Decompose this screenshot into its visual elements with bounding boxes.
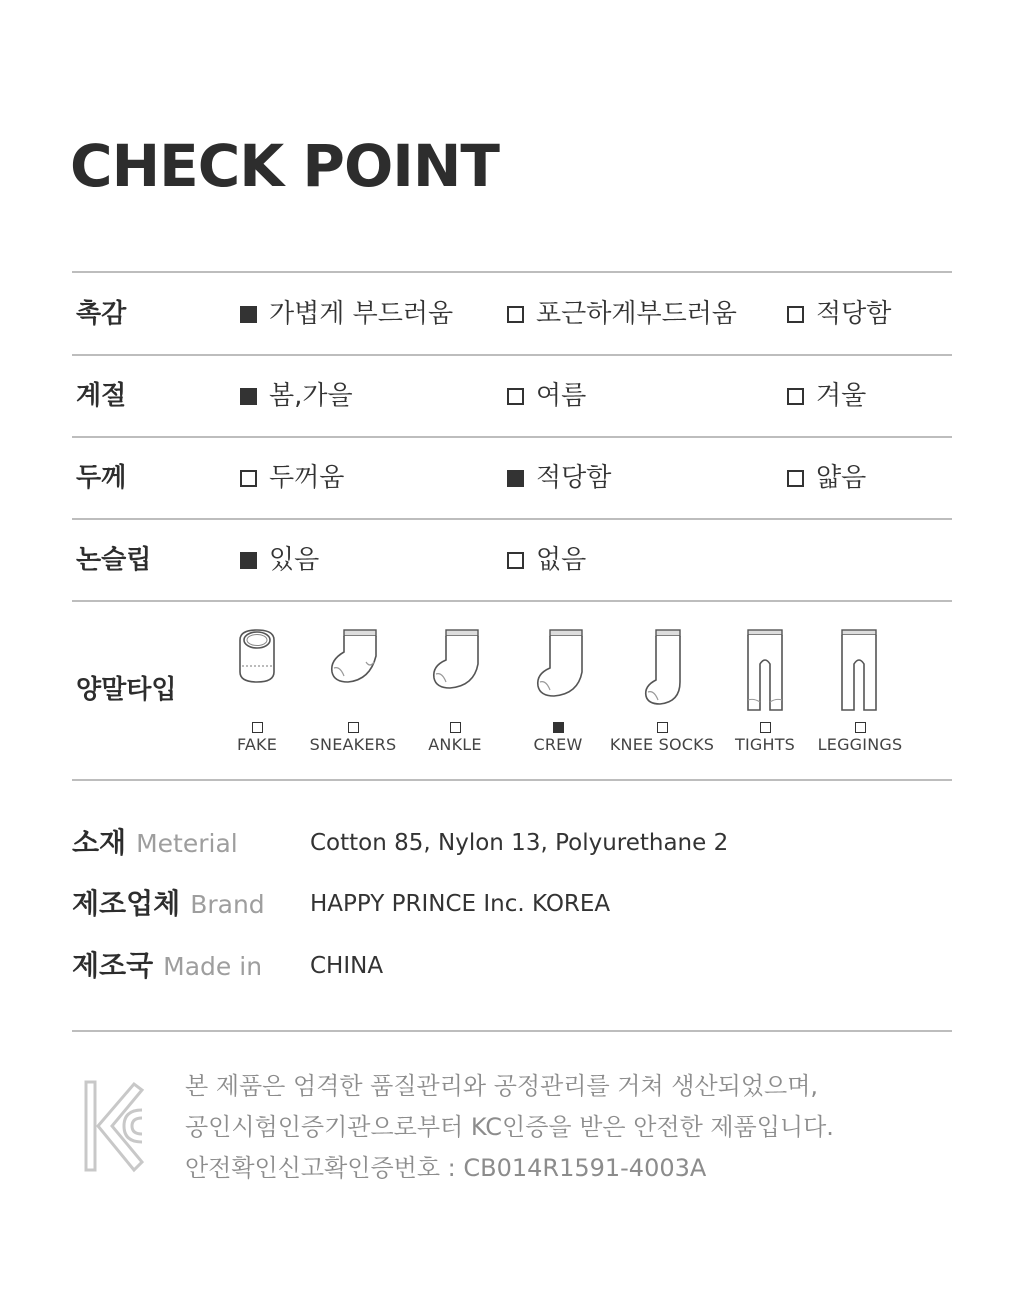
divider (72, 600, 952, 602)
sock-type-label: FAKE (236, 735, 278, 754)
option-label: 적당함 (816, 299, 892, 329)
kc-mark-icon (84, 1080, 146, 1174)
spec-label-en: Made in (163, 952, 263, 981)
kc-cert-number: 안전확인신고확인증번호 : CB014R1591-4003A (185, 1154, 707, 1182)
checkbox-unchecked (507, 388, 524, 405)
option-label: 두꺼움 (269, 463, 345, 493)
row-label-texture: 촉감 (76, 299, 127, 329)
spec-value-material: Cotton 85, Nylon 13, Polyurethane 2 (310, 830, 729, 856)
option-label: 없음 (536, 545, 587, 575)
option-nonslip-no (507, 544, 586, 576)
checkbox-unchecked (252, 722, 263, 733)
option-label: 봄,가을 (269, 381, 353, 411)
crew-sock-icon (532, 626, 586, 700)
sock-type-label: SNEAKERS (309, 735, 397, 754)
checkbox-unchecked (507, 552, 524, 569)
spec-label-en: Brand (190, 890, 265, 919)
sneakers-sock-icon (326, 626, 380, 688)
sock-type-leggings (805, 722, 915, 754)
spec-label-ko: 제조국 (72, 949, 154, 982)
option-texture-moderate (787, 298, 891, 330)
option-thickness-thin (787, 462, 866, 494)
sock-type-sneakers (298, 722, 408, 754)
checkbox-unchecked (240, 470, 257, 487)
checkbox-unchecked (507, 306, 524, 323)
fake-sock-icon (236, 626, 278, 686)
tights-icon (744, 626, 786, 714)
divider (72, 1030, 952, 1032)
divider (72, 354, 952, 356)
checkbox-unchecked (760, 722, 771, 733)
ankle-sock-icon (428, 626, 482, 692)
divider (72, 436, 952, 438)
sock-type-label: LEGGINGS (817, 735, 903, 754)
option-label: 겨울 (816, 381, 867, 411)
option-texture-cozy-soft (507, 298, 737, 330)
sock-type-label: ANKLE (428, 735, 482, 754)
option-thickness-moderate (507, 462, 611, 494)
option-label: 포근하게부드러움 (536, 299, 737, 329)
knee-sock-icon (640, 626, 686, 708)
option-label: 있음 (269, 545, 320, 575)
kc-text-line: 공인시험인증기관으로부터 KC인증을 받은 안전한 제품입니다. (185, 1113, 834, 1141)
divider (72, 518, 952, 520)
sock-type-ankle (400, 722, 510, 754)
option-label: 여름 (536, 381, 587, 411)
spec-label-material (72, 825, 238, 862)
option-thickness-thick (240, 462, 344, 494)
sock-type-label: KNEE SOCKS (609, 735, 715, 754)
option-season-summer (507, 380, 586, 412)
page-title: CHECK POINT (70, 132, 499, 200)
option-season-spring-fall (240, 380, 353, 412)
checkbox-unchecked (787, 306, 804, 323)
option-season-winter (787, 380, 866, 412)
checkbox-unchecked (450, 722, 461, 733)
sock-type-fake (202, 722, 312, 754)
spec-value-made-in: CHINA (310, 953, 384, 979)
row-label-sock-type: 양말타입 (76, 675, 177, 705)
sock-type-crew (503, 722, 613, 754)
spec-label-ko: 소재 (72, 826, 127, 859)
checkbox-unchecked (348, 722, 359, 733)
spec-label-brand (72, 886, 265, 923)
sock-type-tights (710, 722, 820, 754)
row-label-nonslip: 논슬립 (76, 545, 152, 575)
checkbox-checked (240, 388, 257, 405)
kc-text-line: 본 제품은 엄격한 품질관리와 공정관리를 거쳐 생산되었으며, (185, 1072, 819, 1100)
option-nonslip-yes (240, 544, 319, 576)
checkbox-checked (507, 470, 524, 487)
sock-type-knee-socks (607, 722, 717, 754)
checkbox-checked (240, 552, 257, 569)
option-texture-light-soft (240, 298, 453, 330)
option-label: 얇음 (816, 463, 867, 493)
checkbox-unchecked (787, 470, 804, 487)
divider (72, 271, 952, 273)
spec-label-made-in (72, 948, 262, 985)
checkbox-unchecked (787, 388, 804, 405)
spec-label-ko: 제조업체 (72, 887, 181, 920)
checkbox-unchecked (855, 722, 866, 733)
row-label-season: 계절 (76, 381, 127, 411)
row-label-thickness: 두께 (76, 463, 127, 493)
checkbox-checked (553, 722, 564, 733)
divider (72, 779, 952, 781)
leggings-icon (838, 626, 880, 714)
checkbox-checked (240, 306, 257, 323)
spec-value-brand: HAPPY PRINCE Inc. KOREA (310, 891, 611, 917)
spec-label-en: Meterial (136, 829, 238, 858)
sock-type-label: TIGHTS (734, 735, 796, 754)
checkbox-unchecked (657, 722, 668, 733)
sock-type-label: CREW (533, 735, 583, 754)
option-label: 가볍게 부드러움 (269, 299, 454, 329)
option-label: 적당함 (536, 463, 612, 493)
